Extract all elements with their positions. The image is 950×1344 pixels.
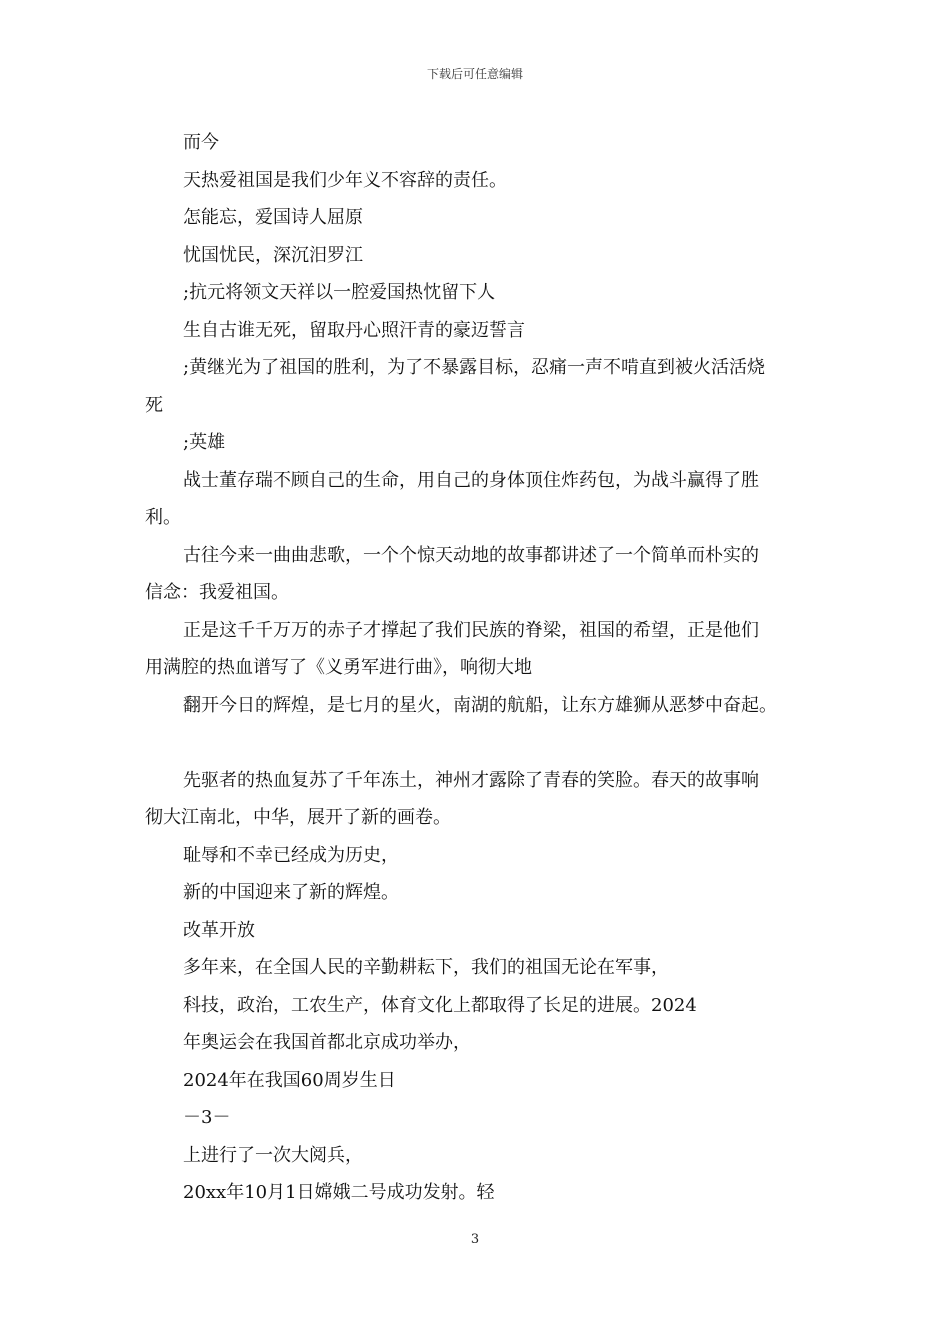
text-line: 利。 xyxy=(145,507,181,528)
text-line: ;黄继光为了祖国的胜利，为了不暴露目标，忍痛一声不啃直到被火活活烧 xyxy=(183,357,766,378)
text-line: 战士董存瑞不顾自己的生命，用自己的身体顶住炸药包，为战斗赢得了胜 xyxy=(183,469,759,491)
text-line: 科技，政治，工农生产，体育文化上都取得了长足的进展。2024 xyxy=(183,994,697,1016)
text-line: 信念：我爱祖国。 xyxy=(145,582,289,603)
text-line: 正是这千千万万的赤子才撑起了我们民族的脊梁，祖国的希望，正是他们 xyxy=(183,619,759,641)
text-line: 忧国忧民，深沉汨罗江 xyxy=(183,244,363,266)
text-line: 翻开今日的辉煌，是七月的星火，南湖的航船，让东方雄狮从恶梦中奋起。 xyxy=(183,694,777,716)
text-line: 多年来，在全国人民的辛勤耕耘下，我们的祖国无论在军事， xyxy=(183,957,669,978)
text-line: 上进行了一次大阅兵， xyxy=(183,1144,363,1166)
document-body xyxy=(145,124,825,1212)
text-line: 古往今来一曲曲悲歌，一个个惊天动地的故事都讲述了一个简单而朴实的 xyxy=(183,544,759,566)
text-line: 改革开放 xyxy=(183,919,255,941)
text-line: 而今 xyxy=(183,132,219,153)
text-line: 彻大江南北，中华，展开了新的画卷。 xyxy=(145,807,451,828)
text-line: －3－ xyxy=(183,1107,231,1128)
text-line: 2024年在我国60周岁生日 xyxy=(183,1069,396,1091)
text-line: 新的中国迎来了新的辉煌。 xyxy=(183,882,399,903)
text-line: 死 xyxy=(145,394,163,416)
text-line: 年奥运会在我国首都北京成功举办， xyxy=(183,1032,471,1053)
text-line: ;英雄 xyxy=(183,432,226,453)
text-line: 天热爱祖国是我们少年义不容辞的责任。 xyxy=(183,169,507,191)
page-number: 3 xyxy=(470,1232,480,1247)
blank-line xyxy=(145,724,825,762)
text-line: 20xx年10月1日嫦娥二号成功发射。轻 xyxy=(183,1182,495,1203)
text-line: 生自古谁无死，留取丹心照汗青的豪迈誓言 xyxy=(183,319,525,341)
text-line: 耻辱和不幸已经成为历史， xyxy=(183,844,399,866)
text-line: 怎能忘，爱国诗人屈原 xyxy=(183,207,363,228)
text-line: 先驱者的热血复苏了千年冻土，神州才露除了青春的笑脸。春天的故事响 xyxy=(183,769,759,791)
text-line: ;抗元将领文天祥以一腔爱国热忱留下人 xyxy=(183,282,496,303)
text-line: 用满腔的热血谱写了《义勇军进行曲》，响彻大地 xyxy=(145,657,532,678)
page-header: 下载后可任意编辑 xyxy=(426,67,523,81)
